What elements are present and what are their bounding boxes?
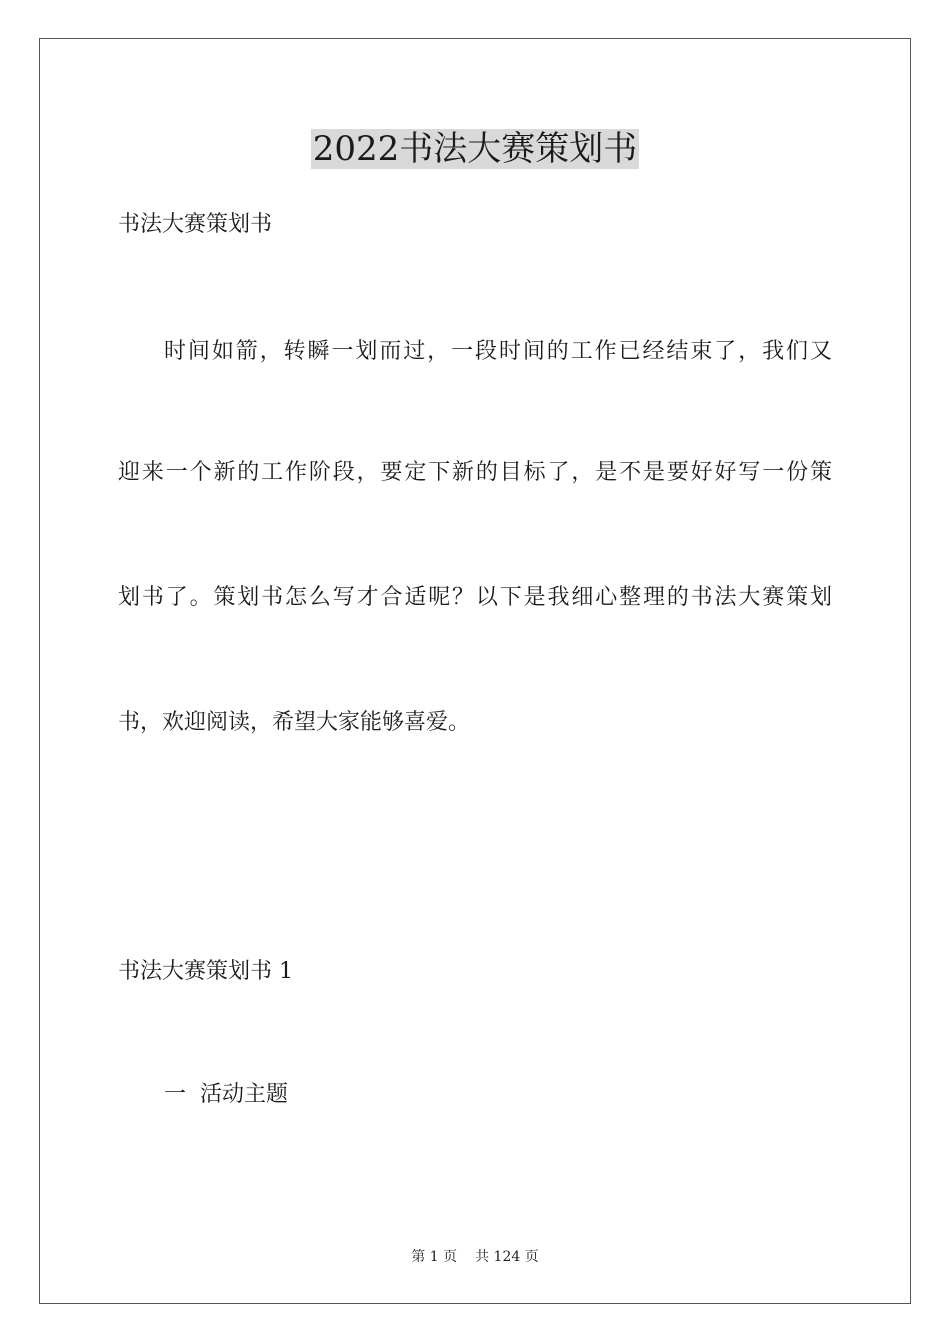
- section-heading: 书法大赛策划书 1: [118, 959, 293, 984]
- page-footer: [0, 1247, 950, 1267]
- document-title-text: 2022书法大赛策划书: [312, 129, 638, 169]
- subsection-heading: 一 活动主题: [164, 1082, 288, 1107]
- page-number: 第 1 页: [411, 1249, 458, 1265]
- document-title: [0, 127, 950, 171]
- intro-line-4: 书，欢迎阅读，希望大家能够喜爱。: [118, 710, 471, 735]
- page-total: 共 124 页: [475, 1249, 539, 1265]
- intro-line-1: 时间如箭，转瞬一划而过，一段时间的工作已经结束了，我们又: [164, 339, 832, 364]
- intro-line-3: 划书了。策划书怎么写才合适呢？以下是我细心整理的书法大赛策划: [118, 585, 832, 610]
- document-subtitle: 书法大赛策划书: [118, 212, 273, 237]
- intro-line-2: 迎来一个新的工作阶段，要定下新的目标了，是不是要好好写一份策: [118, 460, 832, 485]
